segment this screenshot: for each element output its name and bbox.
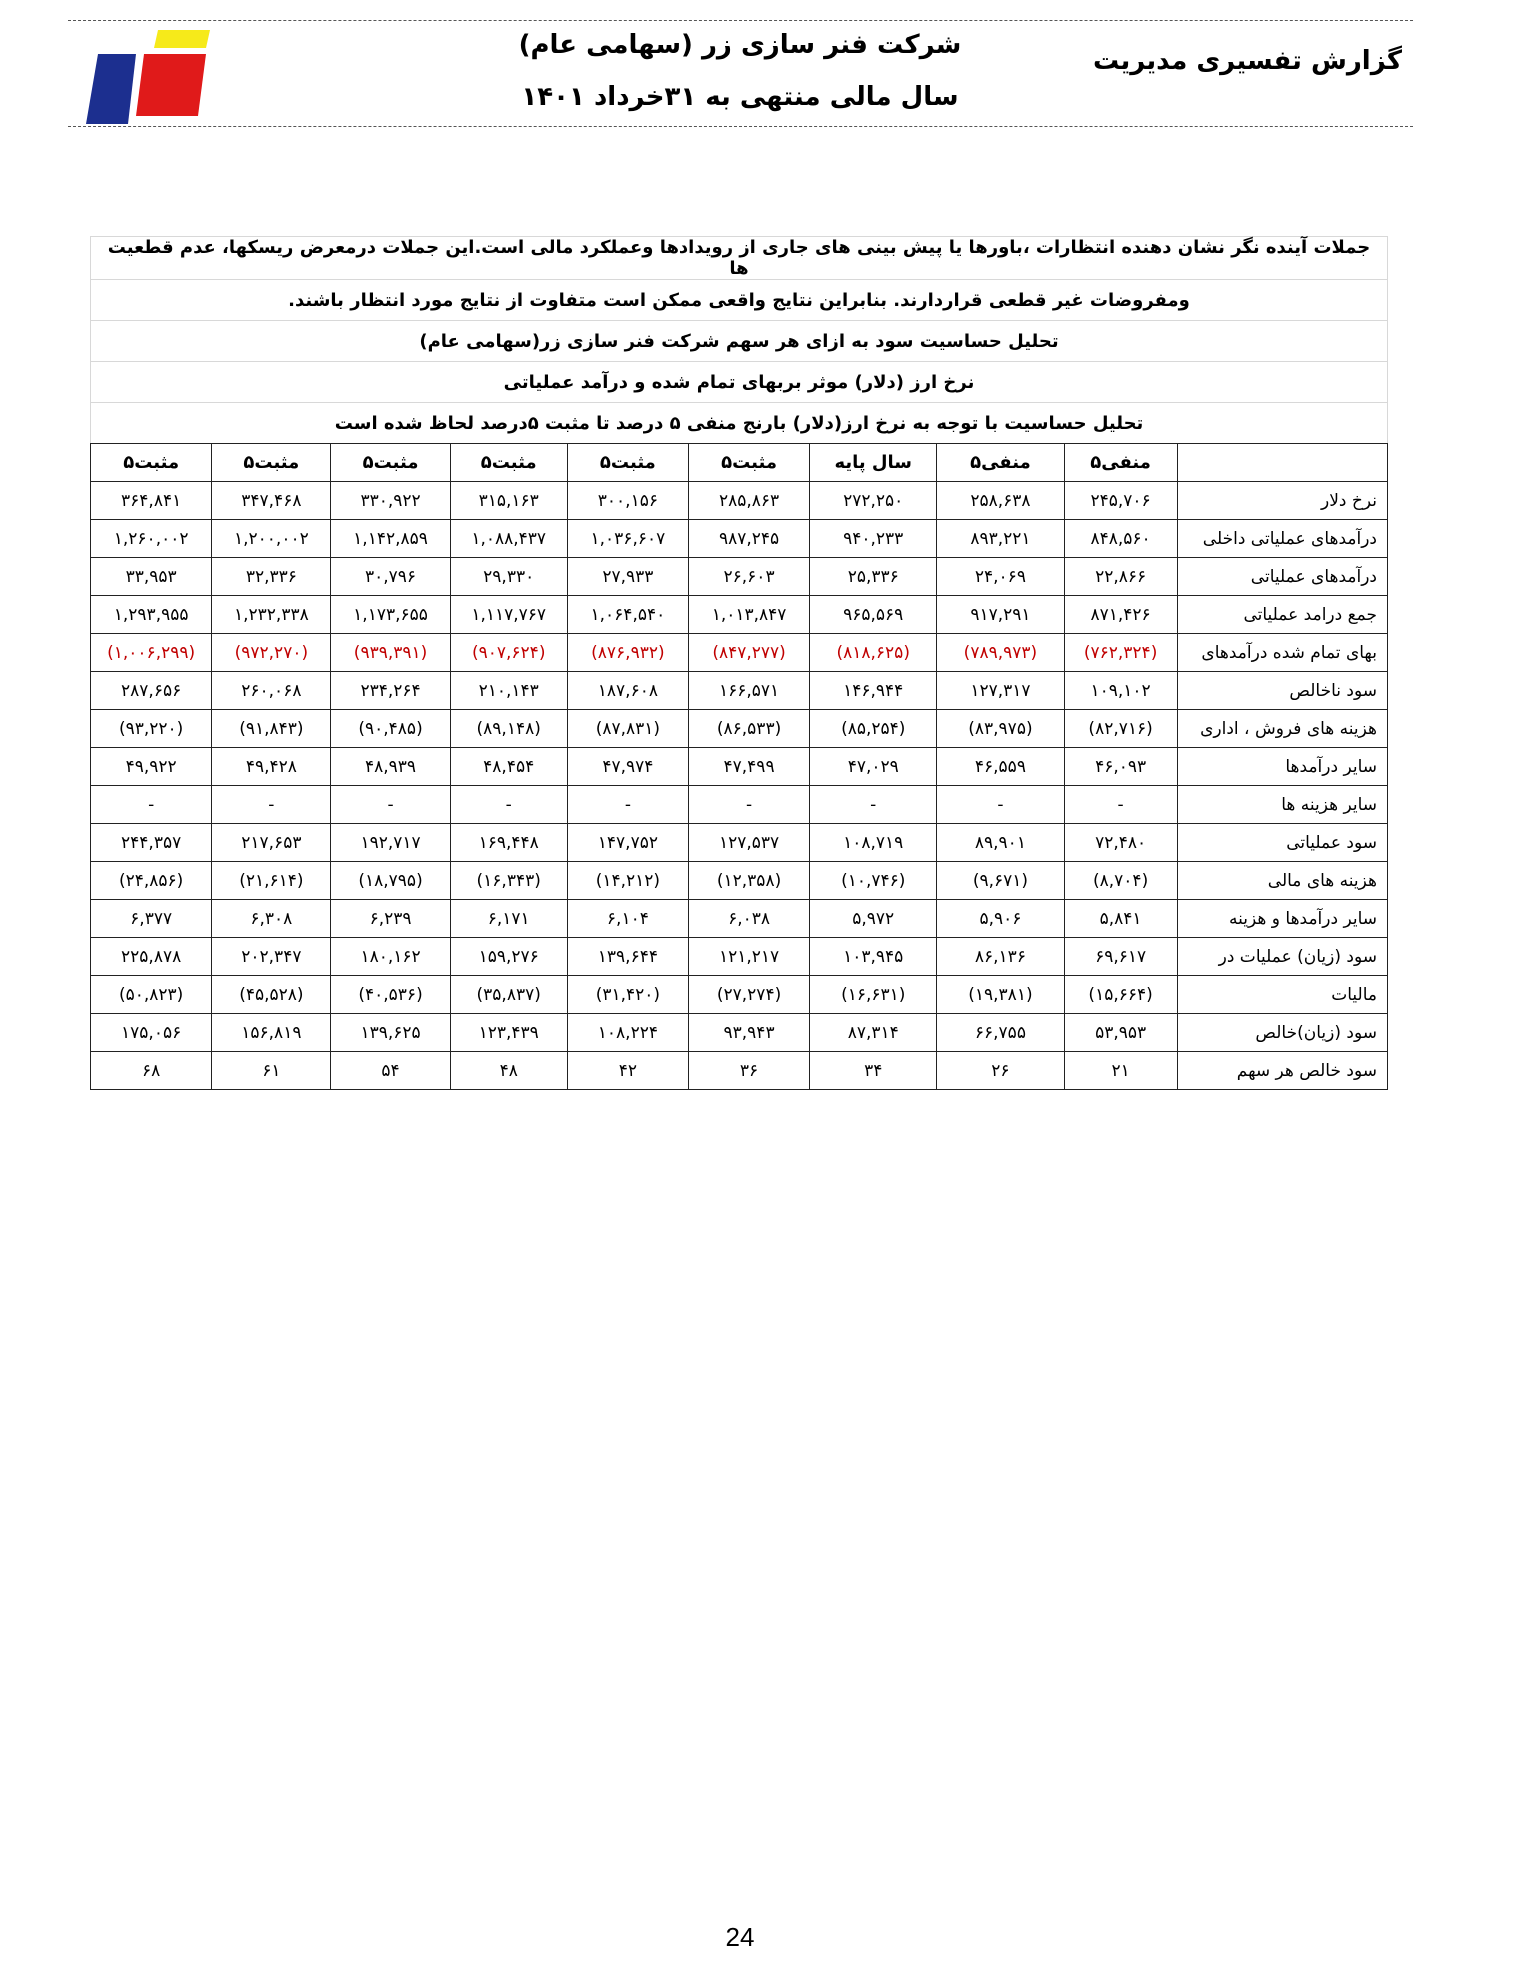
value-cell: ۴۸,۴۵۴ (450, 748, 567, 786)
row-label: سایر درآمدها و هزینه (1177, 900, 1387, 938)
value-cell: ۶۹,۶۱۷ (1064, 938, 1177, 976)
value-cell: ۲۹,۳۳۰ (450, 558, 567, 596)
value-cell: ۳۲,۳۳۶ (212, 558, 331, 596)
value-cell: ۳۶۴,۸۴۱ (91, 482, 212, 520)
value-cell: - (810, 786, 937, 824)
value-cell: (۸۵,۲۵۴) (810, 710, 937, 748)
value-cell: ۱۴۶,۹۴۴ (810, 672, 937, 710)
value-cell: (۸۷,۸۳۱) (567, 710, 688, 748)
value-cell: (۱۹,۳۸۱) (937, 976, 1064, 1014)
row-label: مالیات (1177, 976, 1387, 1014)
table-row (91, 1052, 1388, 1090)
value-cell: ۲۴,۰۶۹ (937, 558, 1064, 596)
value-cell: ۱,۲۰۰,۰۰۲ (212, 520, 331, 558)
row-label: سایر هزینه ها (1177, 786, 1387, 824)
value-cell: (۴۵,۵۲۸) (212, 976, 331, 1014)
value-cell: ۵,۸۴۱ (1064, 900, 1177, 938)
value-cell: ۱۴۷,۷۵۲ (567, 824, 688, 862)
value-cell: ۱۰۹,۱۰۲ (1064, 672, 1177, 710)
header-row (91, 444, 1388, 482)
value-cell: ۶۸ (91, 1052, 212, 1090)
table-row (91, 748, 1388, 786)
table-row (91, 862, 1388, 900)
row-label: هزینه های فروش ، اداری (1177, 710, 1387, 748)
value-cell: ۲۱۷,۶۵۳ (212, 824, 331, 862)
intro-notes (90, 236, 1388, 444)
value-cell: ۸۷۱,۴۲۶ (1064, 596, 1177, 634)
value-cell: ۲۷,۹۳۳ (567, 558, 688, 596)
value-cell: (۱۴,۲۱۲) (567, 862, 688, 900)
value-cell: ۱۵۹,۲۷۶ (450, 938, 567, 976)
company-title: شرکت فنر سازی زر (سهامی عام) (518, 30, 962, 60)
value-cell: ۲۱۰,۱۴۳ (450, 672, 567, 710)
value-cell: (۸۳,۹۷۵) (937, 710, 1064, 748)
column-header: منفی۵ (937, 444, 1064, 482)
row-label: هزینه های مالی (1177, 862, 1387, 900)
value-cell: ۶,۰۳۸ (688, 900, 809, 938)
value-cell: ۱۰۸,۲۲۴ (567, 1014, 688, 1052)
table-row (91, 900, 1388, 938)
value-cell: ۱,۰۸۸,۴۳۷ (450, 520, 567, 558)
value-cell: ۶۱ (212, 1052, 331, 1090)
value-cell: ۳۰,۷۹۶ (331, 558, 450, 596)
row-label: درآمدهای عملیاتی داخلی (1177, 520, 1387, 558)
value-cell: ۹۱۷,۲۹۱ (937, 596, 1064, 634)
column-header: مثبت۵ (331, 444, 450, 482)
value-cell: ۱,۰۳۶,۶۰۷ (567, 520, 688, 558)
value-cell: ۲۲,۸۶۶ (1064, 558, 1177, 596)
value-cell: ۱۰۸,۷۱۹ (810, 824, 937, 862)
value-cell: ۶,۱۰۴ (567, 900, 688, 938)
value-cell: ۱۶۶,۵۷۱ (688, 672, 809, 710)
value-cell: ۹۸۷,۲۴۵ (688, 520, 809, 558)
table-header (91, 444, 1388, 482)
column-header: مثبت۵ (567, 444, 688, 482)
value-cell: ۲۱ (1064, 1052, 1177, 1090)
row-label: سایر درآمدها (1177, 748, 1387, 786)
value-cell: ۲۸۷,۶۵۶ (91, 672, 212, 710)
value-cell: ۳۳۰,۹۲۲ (331, 482, 450, 520)
value-cell: ۱,۱۱۷,۷۶۷ (450, 596, 567, 634)
value-cell: - (567, 786, 688, 824)
value-cell: ۶,۲۳۹ (331, 900, 450, 938)
sensitivity-table (90, 443, 1388, 1090)
value-cell: (۱۰,۷۴۶) (810, 862, 937, 900)
value-cell: ۸۶,۱۳۶ (937, 938, 1064, 976)
value-cell: ۸۹۳,۲۲۱ (937, 520, 1064, 558)
value-cell: ۱۲۷,۳۱۷ (937, 672, 1064, 710)
value-cell: ۲۶,۶۰۳ (688, 558, 809, 596)
header-bottom-rule (68, 126, 1413, 127)
value-cell: ۲۸۵,۸۶۳ (688, 482, 809, 520)
value-cell: ۸۹,۹۰۱ (937, 824, 1064, 862)
value-cell: - (688, 786, 809, 824)
value-cell: (۸۹,۱۴۸) (450, 710, 567, 748)
value-cell: (۸۱۸,۶۲۵) (810, 634, 937, 672)
value-cell: ۵۴ (331, 1052, 450, 1090)
value-cell: (۳۱,۴۲۰) (567, 976, 688, 1014)
value-cell: (۳۵,۸۳۷) (450, 976, 567, 1014)
value-cell: (۹۱,۸۴۳) (212, 710, 331, 748)
value-cell: (۹۷۲,۲۷۰) (212, 634, 331, 672)
value-cell: ۲۳۴,۲۶۴ (331, 672, 450, 710)
value-cell: ۴۸ (450, 1052, 567, 1090)
report-title: گزارش تفسیری مدیریت (1092, 46, 1402, 76)
value-cell: ۱۷۵,۰۵۶ (91, 1014, 212, 1052)
row-label: درآمدهای عملیاتی (1177, 558, 1387, 596)
table-row (91, 786, 1388, 824)
value-cell: (۷۸۹,۹۷۳) (937, 634, 1064, 672)
value-cell: ۴۶,۰۹۳ (1064, 748, 1177, 786)
row-label: سود خالص هر سهم (1177, 1052, 1387, 1090)
value-cell: ۳۴ (810, 1052, 937, 1090)
intro-line: تحلیل حساسیت با توجه به نرخ ارز(دلار) بارنج منفی ۵ درصد تا مثبت ۵درصد لحاظ شده است (91, 403, 1388, 444)
value-cell: ۵,۹۷۲ (810, 900, 937, 938)
value-cell: - (1064, 786, 1177, 824)
header-corner-cell (1177, 444, 1387, 482)
value-cell: (۴۰,۵۳۶) (331, 976, 450, 1014)
value-cell: ۱۸۷,۶۰۸ (567, 672, 688, 710)
table-row (91, 976, 1388, 1014)
column-header: منفی۵ (1064, 444, 1177, 482)
value-cell: ۳۳,۹۵۳ (91, 558, 212, 596)
value-cell: ۲۵,۳۳۶ (810, 558, 937, 596)
value-cell: (۹۰۷,۶۲۴) (450, 634, 567, 672)
row-label: جمع درامد عملیاتی (1177, 596, 1387, 634)
value-cell: ۱۳۹,۶۲۵ (331, 1014, 450, 1052)
value-cell: ۸۷,۳۱۴ (810, 1014, 937, 1052)
row-label: بهای تمام شده درآمدهای (1177, 634, 1387, 672)
table-row (91, 824, 1388, 862)
value-cell: (۱۵,۶۶۴) (1064, 976, 1177, 1014)
value-cell: (۹,۶۷۱) (937, 862, 1064, 900)
value-cell: ۱,۰۶۴,۵۴۰ (567, 596, 688, 634)
value-cell: (۷۶۲,۳۲۴) (1064, 634, 1177, 672)
value-cell: (۹۰,۴۸۵) (331, 710, 450, 748)
value-cell: ۱۵۶,۸۱۹ (212, 1014, 331, 1052)
value-cell: (۱۶,۳۴۳) (450, 862, 567, 900)
value-cell: (۸۷۶,۹۳۲) (567, 634, 688, 672)
value-cell: ۱۰۳,۹۴۵ (810, 938, 937, 976)
value-cell: ۳۶ (688, 1052, 809, 1090)
table-row (91, 938, 1388, 976)
intro-line: تحلیل حساسیت سود به ازای هر سهم شرکت فنر سازی زر(سهامی عام) (91, 321, 1388, 362)
company-logo (78, 28, 212, 124)
value-cell: ۱,۱۷۳,۶۵۵ (331, 596, 450, 634)
value-cell: ۱,۲۹۳,۹۵۵ (91, 596, 212, 634)
column-header: مثبت۵ (688, 444, 809, 482)
value-cell: ۱۹۲,۷۱۷ (331, 824, 450, 862)
value-cell: - (91, 786, 212, 824)
value-cell: ۴۷,۴۹۹ (688, 748, 809, 786)
value-cell: ۴۹,۹۲۲ (91, 748, 212, 786)
header-top-rule (68, 20, 1413, 21)
value-cell: ۴۸,۹۳۹ (331, 748, 450, 786)
row-label: سود (زیان) عملیات در (1177, 938, 1387, 976)
value-cell: (۱۸,۷۹۵) (331, 862, 450, 900)
table-row (91, 710, 1388, 748)
column-header: مثبت۵ (91, 444, 212, 482)
value-cell: (۲۷,۲۷۴) (688, 976, 809, 1014)
value-cell: ۱۶۹,۴۴۸ (450, 824, 567, 862)
value-cell: ۱۲۷,۵۳۷ (688, 824, 809, 862)
table-row (91, 558, 1388, 596)
column-header: سال پایه (810, 444, 937, 482)
value-cell: ۲۰۲,۳۴۷ (212, 938, 331, 976)
value-cell: ۲۴۵,۷۰۶ (1064, 482, 1177, 520)
value-cell: ۲۲۵,۸۷۸ (91, 938, 212, 976)
value-cell: (۹۳۹,۳۹۱) (331, 634, 450, 672)
column-header: مثبت۵ (450, 444, 567, 482)
value-cell: (۵۰,۸۲۳) (91, 976, 212, 1014)
value-cell: ۱۲۱,۲۱۷ (688, 938, 809, 976)
value-cell: ۱۳۹,۶۴۴ (567, 938, 688, 976)
value-cell: - (212, 786, 331, 824)
table-row (91, 520, 1388, 558)
intro-line: ومفروضات غیر قطعی قراردارند. بنابراین نتایج واقعی ممکن است متفاوت از نتایج مورد انتظار باشند. (91, 280, 1388, 321)
value-cell: ۴۶,۵۵۹ (937, 748, 1064, 786)
row-label: سود ناخالص (1177, 672, 1387, 710)
value-cell: ۳۴۷,۴۶۸ (212, 482, 331, 520)
value-cell: ۲۵۸,۶۳۸ (937, 482, 1064, 520)
value-cell: ۲۴۴,۳۵۷ (91, 824, 212, 862)
value-cell: - (331, 786, 450, 824)
row-label: سود عملیاتی (1177, 824, 1387, 862)
intro-line: جملات آینده نگر نشان دهنده انتظارات ،باورها یا پیش بینی های جاری از رویدادها وعملکرد مالی است.این جملات درمعرض ریسکها، عدم قطعیت ها (91, 237, 1388, 280)
value-cell: (۱۲,۳۵۸) (688, 862, 809, 900)
value-cell: ۱,۰۱۳,۸۴۷ (688, 596, 809, 634)
value-cell: ۹۳,۹۴۳ (688, 1014, 809, 1052)
value-cell: (۱۶,۶۳۱) (810, 976, 937, 1014)
value-cell: ۱,۲۶۰,۰۰۲ (91, 520, 212, 558)
table-row (91, 672, 1388, 710)
value-cell: ۱۲۳,۴۳۹ (450, 1014, 567, 1052)
row-label: نرخ دلار (1177, 482, 1387, 520)
value-cell: ۴۷,۰۲۹ (810, 748, 937, 786)
value-cell: ۷۲,۴۸۰ (1064, 824, 1177, 862)
value-cell: (۸۶,۵۳۳) (688, 710, 809, 748)
value-cell: ۹۶۵,۵۶۹ (810, 596, 937, 634)
value-cell: ۶,۱۷۱ (450, 900, 567, 938)
value-cell: (۸۲,۷۱۶) (1064, 710, 1177, 748)
value-cell: ۸۴۸,۵۶۰ (1064, 520, 1177, 558)
value-cell: ۶,۳۰۸ (212, 900, 331, 938)
column-header: مثبت۵ (212, 444, 331, 482)
value-cell: (۸,۷۰۴) (1064, 862, 1177, 900)
fiscal-period-title: سال مالی منتهی به ۳۱خرداد ۱۴۰۱ (521, 82, 959, 112)
value-cell: ۲۶۰,۰۶۸ (212, 672, 331, 710)
value-cell: ۴۲ (567, 1052, 688, 1090)
value-cell: - (450, 786, 567, 824)
table-body (91, 482, 1388, 1090)
value-cell: ۵,۹۰۶ (937, 900, 1064, 938)
value-cell: ۳۰۰,۱۵۶ (567, 482, 688, 520)
value-cell: ۱۸۰,۱۶۲ (331, 938, 450, 976)
table-row (91, 596, 1388, 634)
value-cell: ۵۳,۹۵۳ (1064, 1014, 1177, 1052)
value-cell: ۲۷۲,۲۵۰ (810, 482, 937, 520)
value-cell: ۴۹,۴۲۸ (212, 748, 331, 786)
table-row (91, 482, 1388, 520)
value-cell: (۸۴۷,۲۷۷) (688, 634, 809, 672)
intro-line: نرخ ارز (دلار) موثر بربهای تمام شده و درآمد عملیاتی (91, 362, 1388, 403)
value-cell: ۲۶ (937, 1052, 1064, 1090)
page-number: 24 (725, 1922, 755, 1952)
value-cell: ۳۱۵,۱۶۳ (450, 482, 567, 520)
table-row (91, 1014, 1388, 1052)
value-cell: ۴۷,۹۷۴ (567, 748, 688, 786)
value-cell: ۹۴۰,۲۳۳ (810, 520, 937, 558)
value-cell: - (937, 786, 1064, 824)
value-cell: ۶۶,۷۵۵ (937, 1014, 1064, 1052)
row-label: سود (زیان)خالص (1177, 1014, 1387, 1052)
value-cell: ۶,۳۷۷ (91, 900, 212, 938)
value-cell: (۱,۰۰۶,۲۹۹) (91, 634, 212, 672)
value-cell: (۹۳,۲۲۰) (91, 710, 212, 748)
value-cell: (۲۴,۸۵۶) (91, 862, 212, 900)
value-cell: ۱,۱۴۲,۸۵۹ (331, 520, 450, 558)
table-row (91, 634, 1388, 672)
value-cell: (۲۱,۶۱۴) (212, 862, 331, 900)
value-cell: ۱,۲۳۲,۳۳۸ (212, 596, 331, 634)
